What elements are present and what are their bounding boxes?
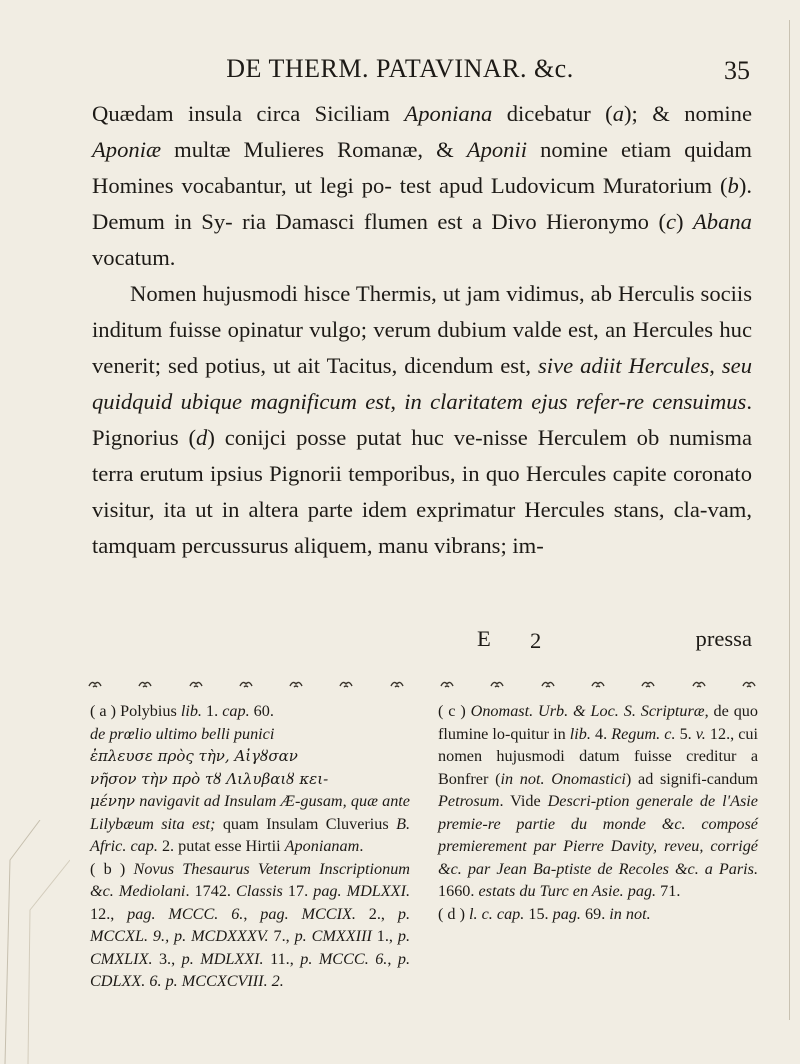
- footnote-ref: b: [727, 173, 739, 198]
- text-run: multæ Mulieres Romanæ, &: [161, 137, 467, 162]
- italic-run: Novus Thesaurus Veterum Inscriptionum &c. Mediolani: [90, 859, 410, 900]
- running-header: [60, 54, 750, 94]
- catchword: pressa: [695, 626, 752, 651]
- fleuron-icon: [88, 679, 102, 689]
- text-run: & nomine: [652, 101, 753, 126]
- fleuron-icon: [239, 679, 253, 689]
- text-run: 1660.: [438, 882, 479, 900]
- italic-run: p. MCCC. 6.: [300, 949, 388, 968]
- paragraph-1: [92, 96, 752, 276]
- text-run: 15.: [524, 904, 553, 923]
- text-run: ( d ): [438, 904, 470, 923]
- text-run: 3.,: [152, 949, 182, 968]
- text-run: , de quo flumine lo-quitur in: [438, 702, 758, 743]
- italic-run: lib.: [569, 724, 591, 743]
- italic-run: Classis: [236, 882, 283, 900]
- footnote-d: [438, 903, 758, 926]
- fleuron-icon: [390, 679, 404, 689]
- text-run: ,: [243, 904, 261, 923]
- text-run: vocatum.: [92, 245, 176, 270]
- italic-run: Aponianam: [284, 837, 360, 855]
- text-run: Nomen hujusmodi hisce Thermis, ut jam vidimus, ab Herculis sociis inditum fuisse opinatur vulgo; verum dubium valde est, an Hercules huc venerit; sed potius, ut ait Tacitus, dicendum est,: [92, 281, 752, 378]
- text-run: 2. putat esse Hirtii: [157, 837, 285, 855]
- italic-run: p. MCCXL. 9., p. MCDXXXV.: [90, 904, 411, 945]
- italic-run: pag.: [552, 904, 581, 923]
- text-run: 7.,: [268, 927, 295, 945]
- text-run: ( b ): [90, 859, 134, 878]
- italic-run: de prœlio ultimo belli punici: [90, 724, 275, 743]
- text-run: 69.: [580, 904, 610, 923]
- paragraph-2: [92, 276, 752, 564]
- fleuron-icon: [138, 679, 152, 689]
- text-run: 1.: [201, 702, 223, 720]
- italic-run: estats du Turc en Asie.: [478, 882, 624, 900]
- text-run: ). Demum in Sy-: [92, 173, 752, 234]
- fleuron-icon: [591, 679, 605, 689]
- footnote-ref: d: [196, 425, 208, 450]
- italic-run: Aponiæ: [92, 137, 162, 162]
- text-run: dicebatur (: [492, 101, 613, 126]
- fleuron-icon: [440, 679, 454, 689]
- italic-run: Petrosum: [438, 792, 500, 810]
- footnote-ref: a: [612, 101, 625, 126]
- fleuron-icon: [289, 679, 303, 689]
- text-run: ,: [709, 353, 722, 378]
- footnote-a: [90, 700, 410, 858]
- footnote-ref: c: [665, 209, 676, 234]
- text-run: ( c ): [438, 702, 471, 720]
- fleuron-icon: [641, 679, 655, 689]
- italic-run: Abana: [692, 209, 752, 234]
- text-run: 60.: [249, 702, 274, 720]
- text-run: 12.,: [90, 904, 128, 923]
- italic-run: p. CMXLIX.: [90, 927, 411, 968]
- fleuron-icon: [189, 679, 203, 689]
- text-run: ) ad signifi-candum: [625, 769, 759, 788]
- text-run: 1.,: [371, 927, 398, 945]
- text-run: .: [359, 837, 364, 855]
- text-run: ): [676, 209, 693, 234]
- italic-run: in not.: [609, 904, 651, 923]
- footnotes-right-column: [438, 700, 758, 925]
- fleuron-icon: [339, 679, 353, 689]
- italic-run: Aponii: [466, 137, 528, 162]
- text-run: test apud Ludovicum Muratorium (: [399, 173, 728, 198]
- footnote-b: [90, 858, 410, 993]
- fleuron-icon: [490, 679, 504, 689]
- text-run: 4.: [590, 724, 612, 743]
- footnotes-left-column: [90, 700, 410, 993]
- italic-run: Regum. c.: [611, 724, 676, 743]
- text-run: quam Insulam Cluverius: [222, 814, 397, 833]
- italic-run: B. Afric. cap.: [90, 814, 410, 855]
- page-number: 35: [724, 56, 750, 85]
- footnote-c: [438, 700, 758, 903]
- text-run: . Vide: [499, 792, 548, 810]
- italic-run: sive adiit Hercules: [538, 353, 710, 378]
- signature-number: 2: [530, 628, 542, 653]
- italic-run: pag. MCCC. 6.: [127, 904, 244, 923]
- text-run: ,: [390, 389, 405, 414]
- text-run: 17.: [282, 882, 314, 900]
- greek-text: ἐπλευσε πρὸς τὴν, Αἰγȣσαν: [90, 747, 298, 765]
- fleuron-icon: [742, 679, 756, 689]
- text-run: Quædam insula circa Siciliam: [92, 101, 405, 126]
- italic-run: p. MDLXXI.: [181, 949, 264, 968]
- italic-run: lib.: [180, 702, 202, 720]
- italic-run: p. CMXXIII: [294, 927, 372, 945]
- text-run: ria Damasci flumen est a Divo Hieronymo (: [242, 209, 666, 234]
- italic-run: Onomast. Urb. & Loc. S. Scripturæ: [470, 702, 705, 720]
- greek-text: μένην: [90, 792, 136, 810]
- italic-run: seu quidquid ubique magnificum est: [92, 353, 753, 414]
- signature-line: [92, 626, 752, 662]
- italic-run: navigavit ad Insulam Æ-gusam, quæ ante Lilybæum sita est;: [90, 792, 410, 833]
- italic-run: in not. Onomastici: [500, 769, 626, 788]
- main-text: [92, 96, 752, 564]
- italic-run: p. MCCXCVIII. 2.: [165, 972, 284, 990]
- text-run: 5.: [675, 724, 696, 743]
- italic-run: v.: [695, 724, 706, 743]
- text-run: 71.: [656, 882, 681, 900]
- text-run: ( a ) Polybius: [90, 702, 181, 720]
- italic-run: in claritatem ejus refer-re censuimus: [404, 389, 747, 414]
- italic-run: Descri-ption generale de l'Asie premie-re partie du monde &c. composé premierement par Pierre Davity, reveu, corrigé &c. par Jean Ba-ptiste de Recoles &c. a Paris.: [438, 792, 758, 878]
- text-run: nomine etiam quidam Homines vocabantur, ut legi po-: [92, 137, 752, 198]
- text-run: 2.,: [355, 904, 398, 923]
- fleuron-icon: [541, 679, 555, 689]
- italic-run: Aponiana: [404, 101, 493, 126]
- text-run: 11.,: [263, 949, 301, 968]
- fleuron-icon: [692, 679, 706, 689]
- text-run: );: [624, 101, 638, 126]
- ornament-rule: [88, 676, 756, 692]
- text-run: . 1742.: [185, 882, 237, 900]
- text-run: . Pignorius (: [92, 389, 753, 450]
- italic-run: p. CDLXX. 6.: [90, 949, 411, 990]
- italic-run: cap.: [222, 702, 250, 720]
- page-edge-line: [789, 20, 790, 1020]
- text-run: ) conijci posse putat huc ve-nisse Herculem ob numisma terra erutum ipsius Pignorii temporibus, in quo Hercules capite coronato visitur, ita ut in altera parte idem exprimatur Hercules stans, cla-vam, tamquam percussurus aliquem, manu vibrans; im-: [92, 425, 753, 558]
- italic-run: pag. MDLXXI.: [313, 882, 411, 900]
- running-title: DE THERM. PATAVINAR. &c.: [226, 54, 574, 83]
- italic-run: pag. MCCIX.: [260, 904, 356, 923]
- page-corner-curl: [0, 820, 70, 1064]
- italic-run: l. c. cap.: [469, 904, 525, 923]
- greek-text: νῆσον τὴν πρὸ τȣ Λιλυβαιȣ κει-: [90, 769, 329, 788]
- signature-letter: E: [477, 626, 491, 651]
- text-run: 12., cui nomen hujusmodi datum fuisse creditur a Bonfrer (: [438, 724, 759, 788]
- text-run: ,: [387, 949, 398, 968]
- italic-run: pag.: [627, 882, 657, 900]
